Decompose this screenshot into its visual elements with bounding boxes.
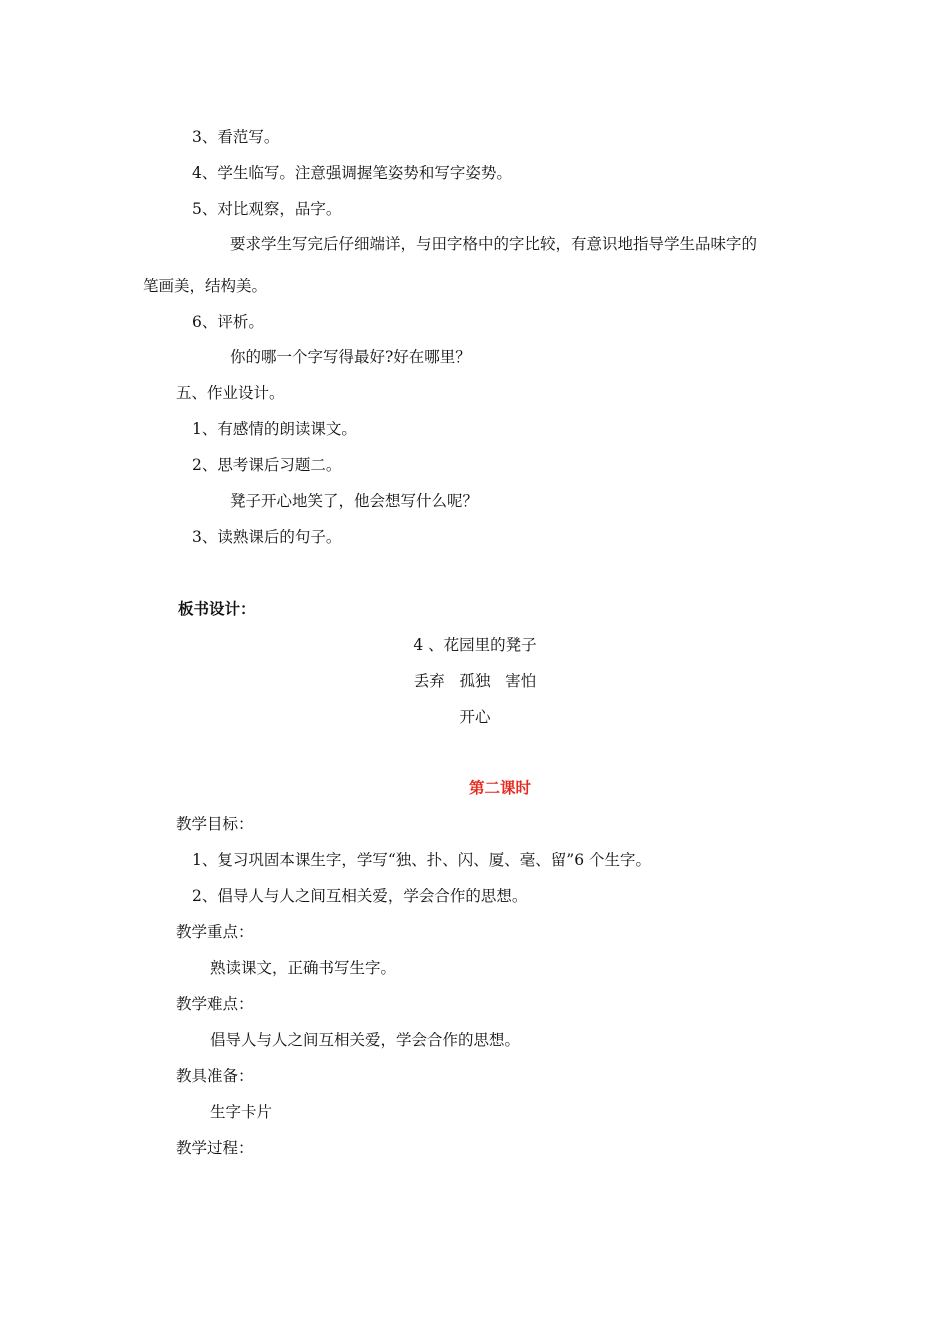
process-label: 教学过程： (176, 1139, 254, 1157)
homework-item-2: 2、思考课后习题二。 (192, 456, 342, 474)
key-points-label: 教学重点： (176, 923, 254, 941)
step-4: 4、学生临写。注意强调握笔姿势和写字姿势。 (192, 164, 512, 182)
step-3: 3、看范写。 (192, 128, 280, 146)
difficulties: 倡导人与人之间互相关爱，学会合作的思想。 (210, 1031, 521, 1049)
board-design-words-row2: 开心 (459, 708, 491, 726)
homework-item-2-detail: 凳子开心地笑了，他会想写什么呢？ (230, 492, 479, 510)
materials-label: 教具准备： (176, 1067, 254, 1085)
goal-1: 1、复习巩固本课生字，学写“独、扑、闪、厦、毫、留”6 个生字。 (192, 851, 652, 869)
goal-2: 2、倡导人与人之间互相关爱，学会合作的思想。 (192, 887, 528, 905)
board-design-heading: 板书设计： (178, 600, 256, 618)
difficulties-label: 教学难点： (176, 995, 254, 1013)
homework-heading: 五、作业设计。 (176, 384, 285, 402)
step-5: 5、对比观察，品字。 (192, 200, 342, 218)
step-6: 6、评析。 (192, 313, 264, 331)
board-design-words-row1: 丢弃 孤独 害怕 (413, 672, 537, 690)
board-design-title: 4 、花园里的凳子 (413, 636, 537, 654)
key-points: 熟读课文，正确书写生字。 (210, 959, 397, 977)
homework-item-1: 1、有感情的朗读课文。 (192, 420, 357, 438)
step-5-detail-line2: 笔画美，结构美。 (143, 277, 268, 295)
materials: 生字卡片 (210, 1103, 273, 1121)
step-5-detail-line1: 要求学生写完后仔细端详，与田字格中的字比较，有意识地指导学生品味字的 (230, 235, 758, 253)
lesson-2-heading: 第二课时 (469, 779, 532, 797)
homework-item-3: 3、读熟课后的句子。 (192, 528, 342, 546)
step-6-detail: 你的哪一个字写得最好?好在哪里？ (230, 348, 471, 366)
goals-label: 教学目标： (176, 815, 254, 833)
